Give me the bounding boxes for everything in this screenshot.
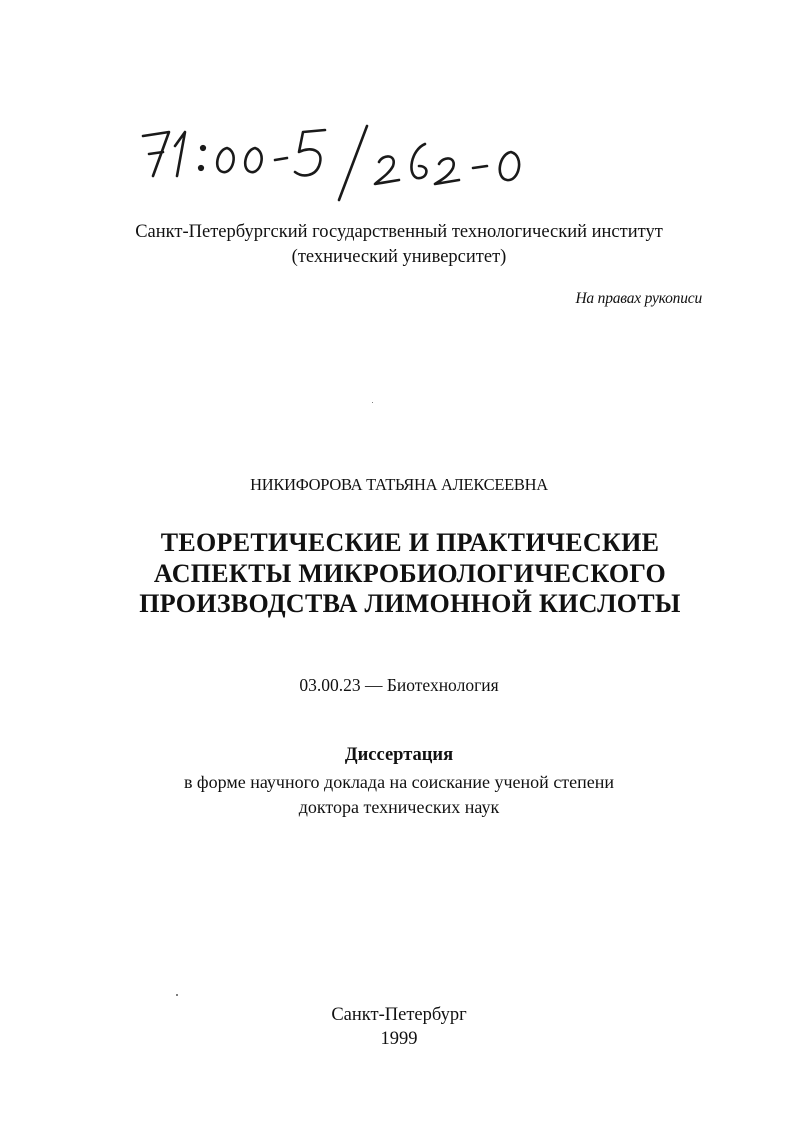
place-and-year: [0, 1003, 798, 1051]
title-line-1: ТЕОРЕТИЧЕСКИЕ И ПРАКТИЧЕСКИЕ: [160, 528, 660, 557]
year: 1999: [380, 1029, 418, 1049]
dissertation-title: [120, 528, 700, 620]
title-line-2: АСПЕКТЫ МИКРОБИОЛОГИЧЕСКОГО: [153, 558, 667, 588]
dissertation-description: [0, 770, 798, 820]
handwriting-image: [135, 118, 555, 208]
institution-line-2: (технический университет): [291, 247, 507, 267]
institution-line-1: Санкт-Петербургский государственный технологический институт: [135, 222, 663, 242]
title-line-3: ПРОИЗВОДСТВА ЛИМОННОЙ КИСЛОТЫ: [139, 589, 681, 618]
handwritten-catalog-code: [135, 118, 555, 208]
city: Санкт-Петербург: [331, 1005, 467, 1025]
dissertation-heading: Диссертация: [344, 745, 454, 765]
author-name: НИКИФОРОВА ТАТЬЯНА АЛЕКСЕЕВНА: [250, 475, 548, 494]
specialty-code: 03.00.23 — Биотехнология: [299, 675, 499, 695]
rights-note: На правах рукописи: [575, 290, 702, 307]
dissertation-line-2: доктора технических наук: [298, 797, 500, 817]
dissertation-line-1: в форме научного доклада на соискание ученой степени: [183, 772, 615, 792]
institution-name: [0, 220, 798, 270]
scan-speck: [372, 402, 373, 403]
scan-speck: [176, 994, 178, 996]
